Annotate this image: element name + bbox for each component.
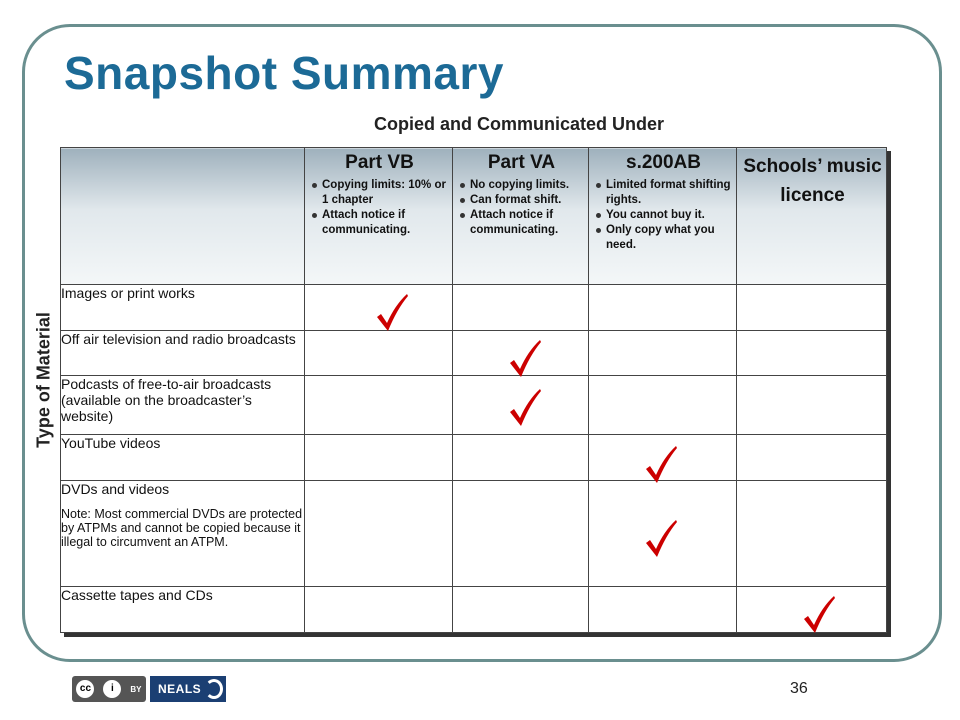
column-bullets	[459, 178, 584, 238]
column-bullet: Attach notice if communicating.	[459, 208, 584, 238]
tick-cell	[589, 587, 737, 633]
column-title: Part VB	[345, 152, 414, 173]
neals-swoosh-icon	[205, 679, 223, 699]
cc-icon: cc	[76, 680, 94, 698]
column-bullet: No copying limits.	[459, 178, 584, 193]
tick-cell	[737, 481, 887, 587]
tick-cell	[305, 331, 453, 376]
column-header	[737, 148, 887, 285]
row-label: Images or print works	[61, 285, 195, 301]
row-label: DVDs and videos	[61, 481, 170, 497]
column-header	[589, 148, 737, 285]
tick-cell	[305, 587, 453, 633]
tick-cell	[589, 481, 737, 587]
column-bullet: Only copy what you need.	[595, 223, 732, 253]
row-label-cell	[61, 285, 305, 331]
creative-commons-logo	[72, 676, 146, 702]
tick-cell	[453, 481, 589, 587]
table-row	[61, 481, 887, 587]
column-bullets	[595, 178, 732, 253]
column-title: Part VA	[487, 152, 556, 173]
tick-cell	[737, 331, 887, 376]
tick-cell	[305, 285, 453, 331]
row-label: Off air television and radio broadcasts	[61, 331, 296, 347]
column-bullet: Can format shift.	[459, 193, 584, 208]
column-header	[305, 148, 453, 285]
row-label-cell	[61, 376, 305, 435]
row-label-cell	[61, 587, 305, 633]
column-bullet: Copying limits: 10% or 1 chapter	[311, 178, 448, 208]
check-mark-icon	[508, 388, 542, 428]
tick-cell	[589, 435, 737, 481]
table-row	[61, 331, 887, 376]
tick-cell	[453, 285, 589, 331]
column-title: Schools’ music licence	[743, 156, 882, 206]
tick-cell	[737, 285, 887, 331]
column-header	[453, 148, 589, 285]
table-row	[61, 587, 887, 633]
column-title: s.200AB	[626, 152, 701, 173]
column-bullets	[311, 178, 448, 238]
tick-cell	[737, 435, 887, 481]
tick-cell	[453, 435, 589, 481]
row-label-cell	[61, 481, 305, 587]
tick-cell	[305, 435, 453, 481]
row-label: YouTube videos	[61, 435, 161, 451]
neals-text: NEALS	[158, 682, 202, 696]
neals-logo	[150, 676, 226, 702]
column-bullet: Attach notice if communicating.	[311, 208, 448, 238]
check-mark-icon	[508, 339, 542, 379]
check-mark-icon	[644, 519, 678, 559]
tick-cell	[305, 376, 453, 435]
column-bullet: You cannot buy it.	[595, 208, 732, 223]
check-mark-icon	[802, 595, 836, 635]
tick-cell	[453, 331, 589, 376]
table-subtitle: Copied and Communicated Under	[374, 114, 665, 134]
page-number: 36	[790, 680, 808, 697]
tick-cell	[305, 481, 453, 587]
tick-cell	[737, 376, 887, 435]
attribution-icon: i	[103, 680, 121, 698]
tick-cell	[453, 376, 589, 435]
corner-cell	[61, 148, 305, 285]
tick-cell	[453, 587, 589, 633]
cc-by-text: BY	[130, 684, 142, 694]
table-row	[61, 435, 887, 481]
summary-table	[60, 147, 887, 633]
tick-cell	[589, 331, 737, 376]
tick-cell	[737, 587, 887, 633]
check-mark-icon	[375, 293, 409, 333]
header-row	[61, 148, 887, 285]
tick-cell	[589, 376, 737, 435]
tick-cell	[589, 285, 737, 331]
row-label-cell	[61, 435, 305, 481]
row-label: Cassette tapes and CDs	[61, 587, 213, 603]
row-label-cell	[61, 331, 305, 376]
slide-title: Snapshot Summary	[64, 47, 504, 99]
table-row	[61, 285, 887, 331]
row-label: Podcasts of free-to-air broadcasts (available on the broadcaster’s website)	[61, 376, 272, 424]
check-mark-icon	[644, 445, 678, 485]
row-note: Note: Most commercial DVDs are protected by ATPMs and cannot be copied because it illegal to circumvent an ATPM.	[61, 507, 303, 549]
column-bullet: Limited format shifting rights.	[595, 178, 732, 208]
table-row	[61, 376, 887, 435]
side-label: Type of Material	[33, 312, 54, 448]
